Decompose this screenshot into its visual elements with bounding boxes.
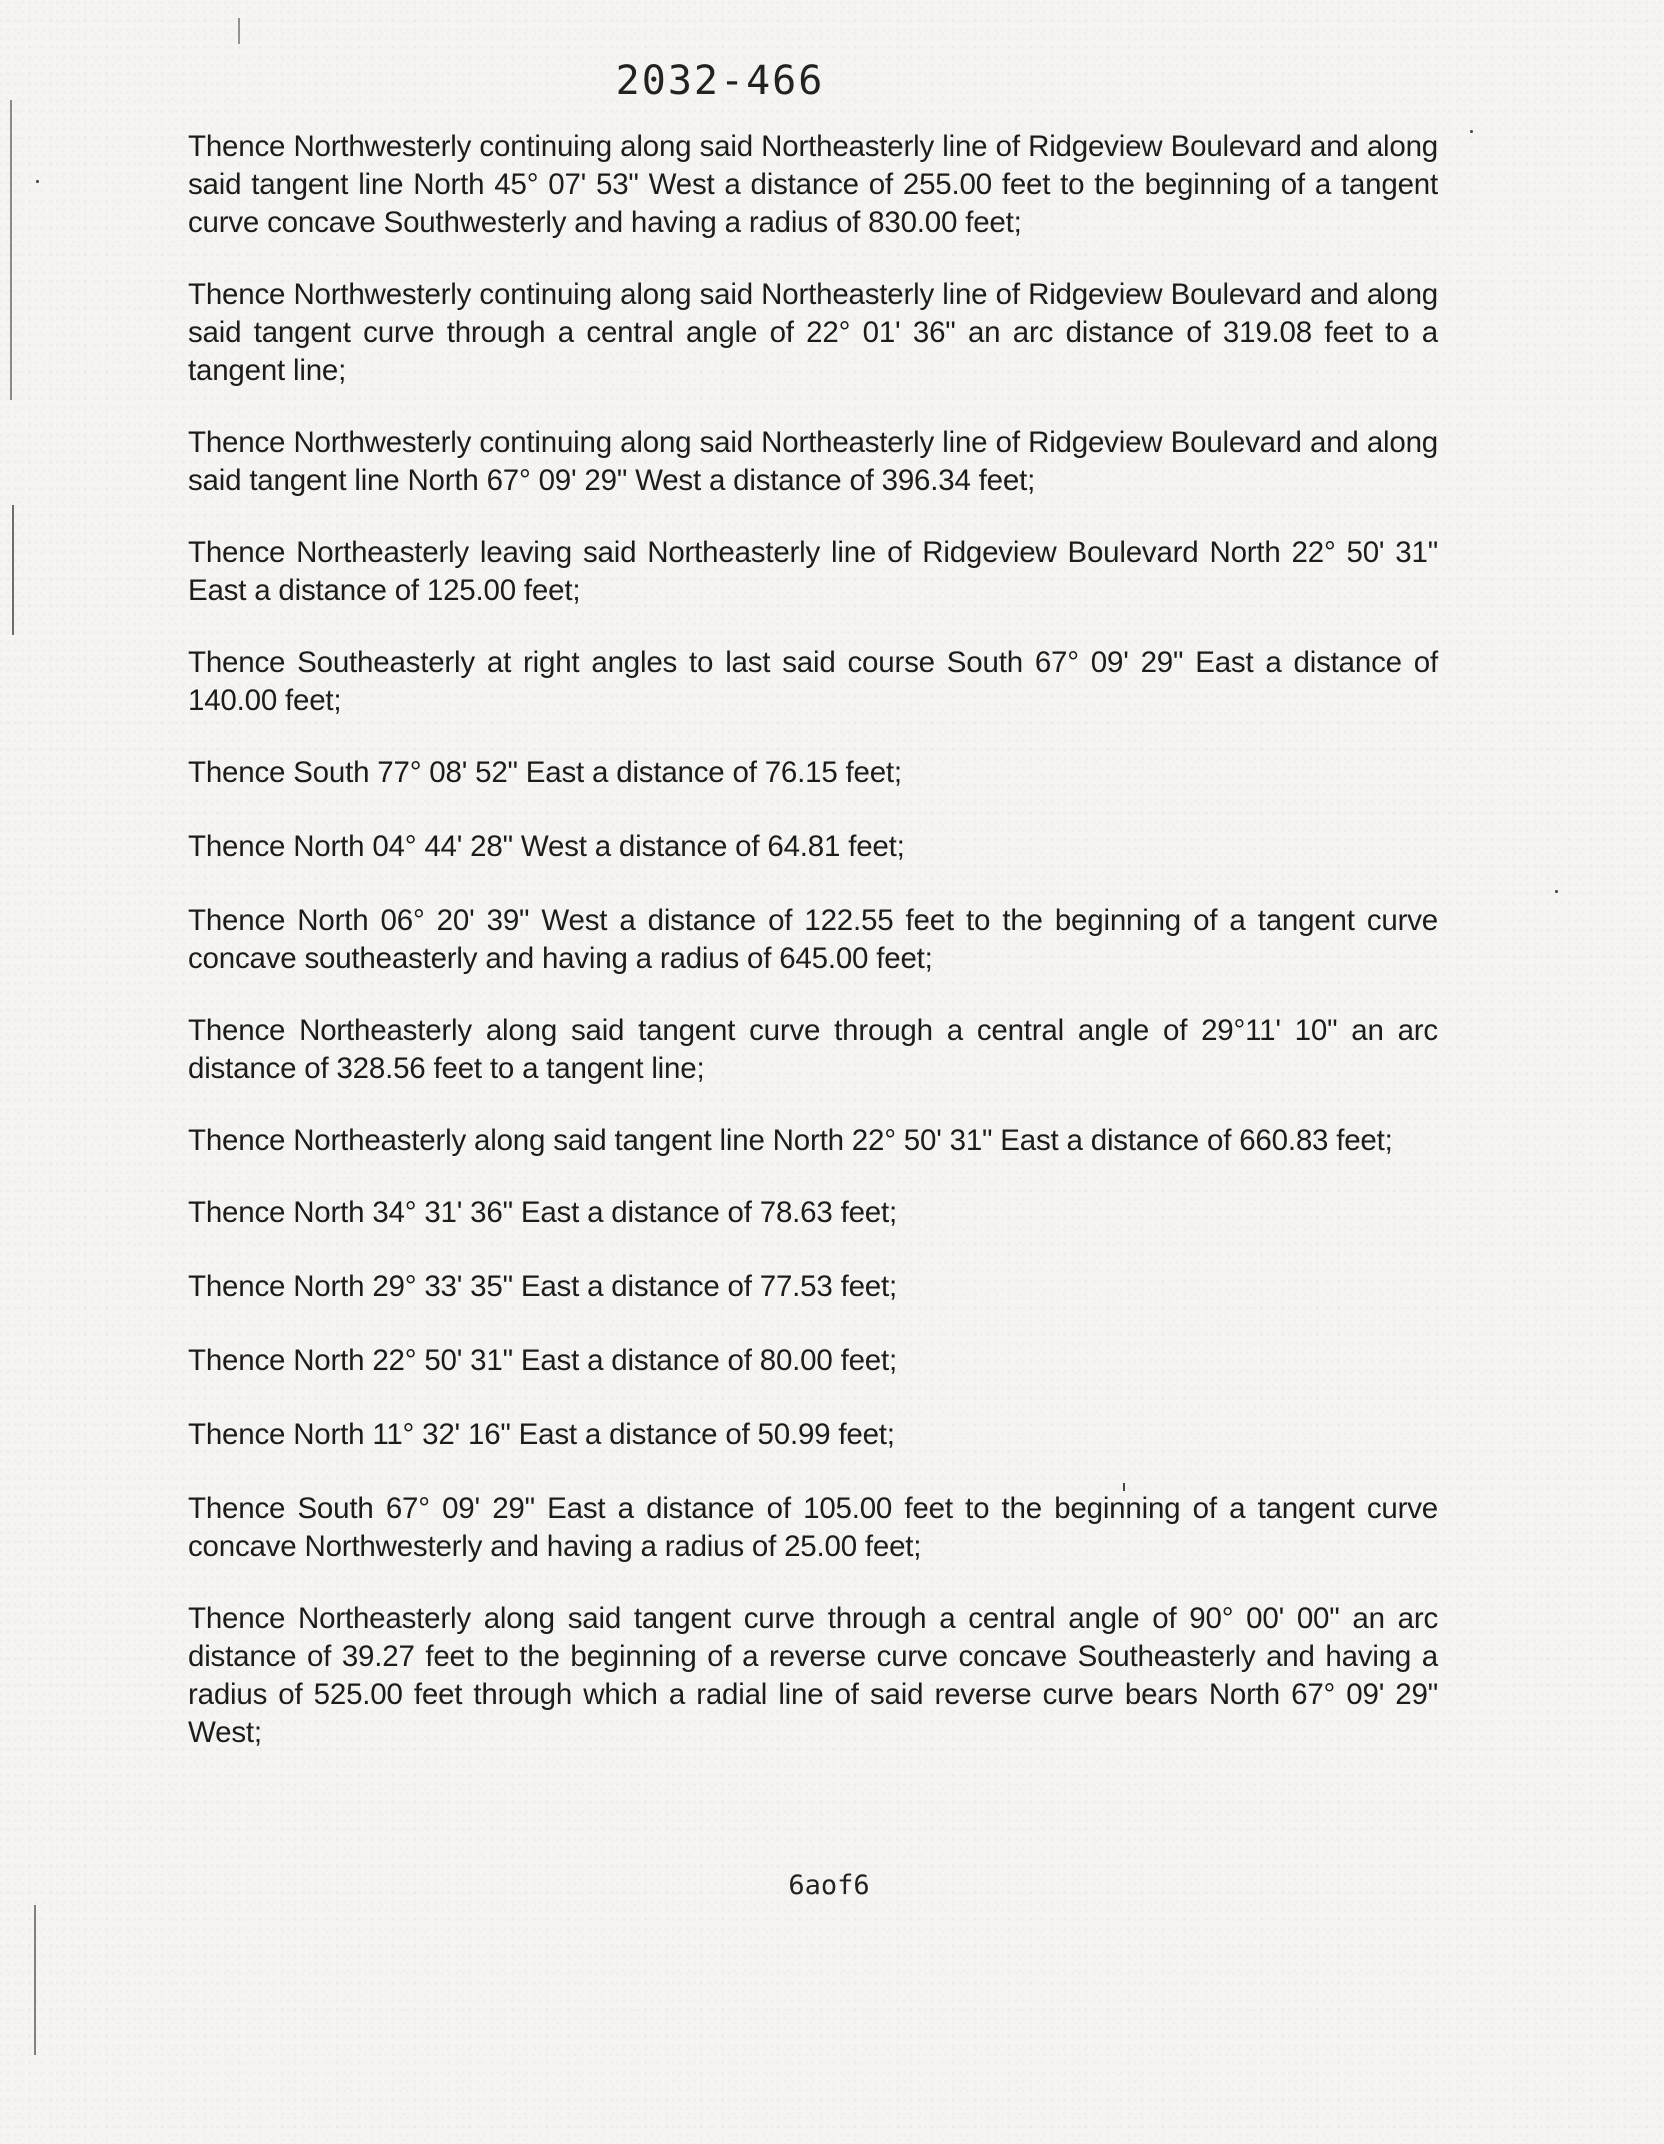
course-paragraph-10: Thence Northeasterly along said tangent line North 22° 50' 31" East a distance of 660.83 feet; xyxy=(188,1124,1393,1157)
course-paragraph-7: Thence North 04° 44' 28" West a distance of 64.81 feet; xyxy=(188,830,905,863)
course-paragraph-8: Thence North 06° 20' 39" West a distance of 122.55 feet to the beginning of a tangent curve concave southeasterly and having a radius of 645.00 feet; xyxy=(188,904,1438,975)
course-paragraph-15: Thence South 67° 09' 29" East a distance of 105.00 feet to the beginning of a tangent curve concave Northwesterly and having a radius of 25.00 feet; xyxy=(188,1492,1438,1563)
legal-description-body xyxy=(188,128,1438,1786)
course-paragraph-4: Thence Northeasterly leaving said Northeasterly line of Ridgeview Boulevard North 22° 50' 31" East a distance of 125.00 feet; xyxy=(188,536,1438,607)
course-paragraph-12: Thence North 29° 33' 35" East a distance of 77.53 feet; xyxy=(188,1270,897,1303)
margin-line-mark xyxy=(34,1905,36,2055)
document-number: 2032-466 xyxy=(615,58,825,104)
margin-line-mark xyxy=(12,505,14,635)
course-paragraph-5: Thence Southeasterly at right angles to last said course South 67° 09' 29" East a distance of 140.00 feet; xyxy=(188,646,1438,717)
margin-line-mark xyxy=(10,100,12,400)
scan-speck xyxy=(36,180,39,183)
course-paragraph-6: Thence South 77° 08' 52" East a distance of 76.15 feet; xyxy=(188,756,902,789)
course-paragraph-1: Thence Northwesterly continuing along said Northeasterly line of Ridgeview Boulevard and along said tangent line North 45° 07' 53" West a distance of 255.00 feet to the beginning of a tangent curve concave Southwesterly and having a radius of 830.00 feet; xyxy=(188,130,1438,239)
course-paragraph-3: Thence Northwesterly continuing along said Northeasterly line of Ridgeview Boulevard and along said tangent line North 67° 09' 29" West a distance of 396.34 feet; xyxy=(188,426,1438,497)
margin-line-mark xyxy=(238,18,240,44)
course-paragraph-13: Thence North 22° 50' 31" East a distance of 80.00 feet; xyxy=(188,1344,897,1377)
course-paragraph-2: Thence Northwesterly continuing along said Northeasterly line of Ridgeview Boulevard and along said tangent curve through a central angle of 22° 01' 36" an arc distance of 319.08 feet to a tangent line; xyxy=(188,278,1438,387)
page-number: 6aof6 xyxy=(788,1870,870,1901)
course-paragraph-11: Thence North 34° 31' 36" East a distance of 78.63 feet; xyxy=(188,1196,897,1229)
course-paragraph-16: Thence Northeasterly along said tangent curve through a central angle of 90° 00' 00" an arc distance of 39.27 feet to the beginning of a reverse curve concave Southeasterly and having a radius of 525.00 feet through which a radial line of said reverse curve bears North 67° 09' 29" West; xyxy=(188,1602,1438,1749)
scan-speck xyxy=(1470,130,1473,133)
course-paragraph-9: Thence Northeasterly along said tangent curve through a central angle of 29°11' 10" an arc distance of 328.56 feet to a tangent line; xyxy=(188,1014,1438,1085)
course-paragraph-14: Thence North 11° 32' 16" East a distance of 50.99 feet; xyxy=(188,1418,895,1451)
scan-speck xyxy=(1555,890,1558,893)
